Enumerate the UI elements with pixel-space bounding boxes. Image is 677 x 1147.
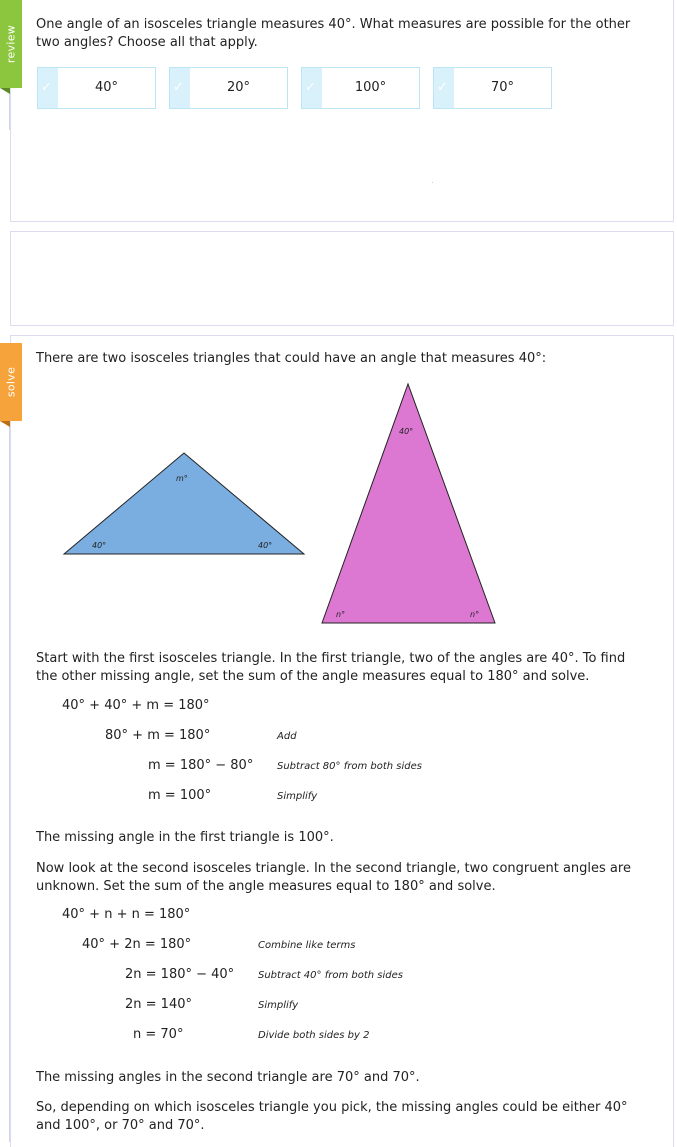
equation-line: 2n = 180° − 40°	[125, 967, 235, 982]
choice-label: 70°	[490, 80, 515, 95]
choice-label: 100°	[354, 80, 387, 95]
equation-note: Divide both sides by 2	[258, 1030, 370, 1041]
result1-text: The missing angle in the first triangle is 100°.	[36, 830, 334, 845]
equation-note: Subtract 40° from both sides	[258, 970, 403, 981]
triangle-two-top-label: 40°	[399, 427, 414, 436]
triangle-one-top-label: m°	[176, 474, 188, 483]
equation-note: Subtract 80° from both sides	[277, 761, 422, 772]
equation-line: 40° + 40° + m = 180°	[62, 698, 210, 713]
equation-line: n = 70°	[133, 1027, 184, 1042]
equation-line: 40° + n + n = 180°	[62, 907, 191, 922]
equation-line: m = 180° − 80°	[148, 758, 254, 773]
triangle-one-right-label: 40°	[258, 541, 273, 550]
choice-label: 40°	[94, 80, 119, 95]
triangle-two-right-label: n°	[470, 610, 480, 619]
review-tab[interactable]: review	[0, 0, 22, 88]
result2-text: The missing angles in the second triangle are 70° and 70°.	[36, 1070, 420, 1085]
equation-line: 40° + 2n = 180°	[82, 937, 192, 952]
solve-intro: There are two isosceles triangles that could have an angle that measures 40°:	[36, 351, 547, 366]
triangle-two-left-label: n°	[336, 610, 346, 619]
equation-line: 80° + m = 180°	[105, 728, 211, 743]
conclusion-text: So, depending on which isosceles triangle you pick, the missing angles could be either 40° and 100°, or 70° and 70°.	[36, 1100, 628, 1133]
equation-note: Simplify	[258, 1000, 299, 1011]
triangle-one-left-label: 40°	[92, 541, 107, 550]
question-text: One angle of an isosceles triangle measures 40°. What measures are possible for the other two angles? Choose all that apply.	[36, 17, 631, 50]
triangle-one	[64, 453, 304, 554]
equation-line: m = 100°	[148, 788, 212, 803]
step2-text: Now look at the second isosceles triangle. In the second triangle, two congruent angles are unknown. Set the sum of the angle measures equal to 180° and solve.	[36, 861, 631, 894]
step1-text: Start with the first isosceles triangle. In the first triangle, two of the angles are 40°. To find the other missing angle, set the sum of the angle measures equal to 180° and solve.	[36, 651, 626, 684]
equation-note: Add	[277, 731, 297, 742]
choice-label: 20°	[226, 80, 251, 95]
triangle-two	[322, 384, 495, 623]
equation-line: 2n = 140°	[125, 997, 192, 1012]
equation-note: Simplify	[277, 791, 318, 802]
equation-note: Combine like terms	[258, 940, 356, 951]
solve-tab[interactable]: solve	[0, 343, 22, 421]
